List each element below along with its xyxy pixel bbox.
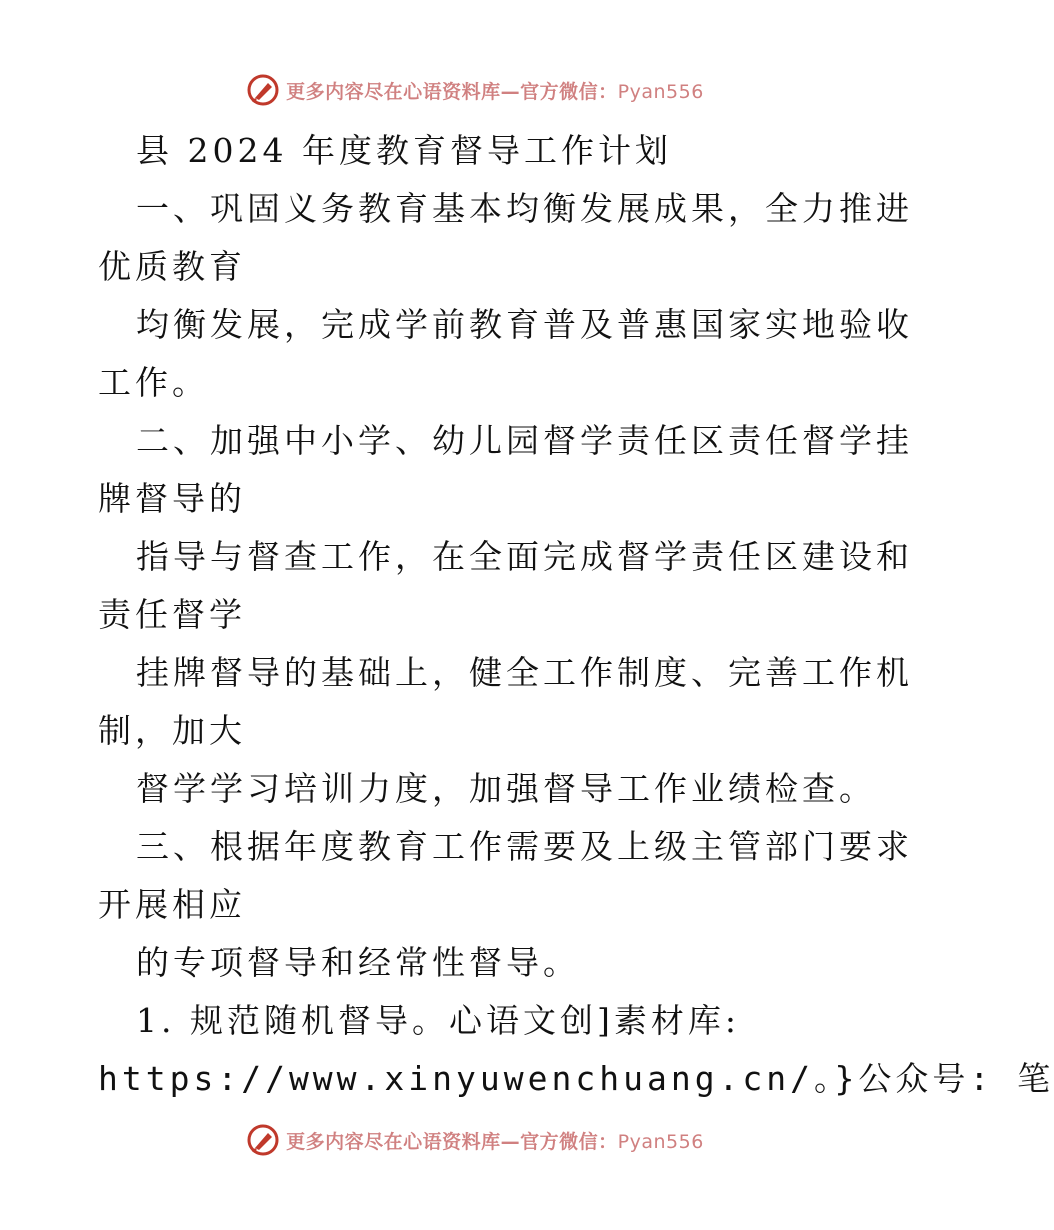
text-line: 1. 规范随机督导。心语文创]素材库: (136, 1001, 740, 1040)
text-line: 的专项督导和经常性督导。 (136, 943, 580, 982)
text-line: 工作。 (98, 363, 209, 402)
banner-slogan: 更多内容尽在心语资料库—官方微信： (286, 80, 618, 103)
text-line: 指导与督查工作，在全面完成督学责任区建设和 (136, 537, 913, 576)
pen-logo-icon (246, 1123, 280, 1157)
document-body (98, 122, 1054, 1108)
text-line: 一、巩固义务教育基本均衡发展成果，全力推进 (136, 189, 913, 228)
banner-text (286, 77, 704, 104)
banner-text (286, 1127, 704, 1154)
text-line: 牌督导的 (98, 479, 246, 518)
banner-account: Pyan556 (617, 80, 704, 103)
url-line: https://www.xinyuwenchuang.cn/。}公众号: 笔 (98, 1059, 1054, 1098)
pen-logo-icon (246, 73, 280, 107)
text-line: 挂牌督导的基础上，健全工作制度、完善工作机 (136, 653, 913, 692)
document-title: 县 2024 年度教育督导工作计划 (136, 131, 672, 170)
text-line: 督学学习培训力度，加强督导工作业绩检查。 (136, 769, 876, 808)
text-line: 责任督学 (98, 595, 246, 634)
text-line: 二、加强中小学、幼儿园督学责任区责任督学挂 (136, 421, 913, 460)
text-line: 制，加大 (98, 711, 246, 750)
text-line: 优质教育 (98, 247, 246, 286)
text-line: 开展相应 (98, 885, 246, 924)
text-line: 三、根据年度教育工作需要及上级主管部门要求 (136, 827, 913, 866)
footer-banner (0, 1120, 950, 1160)
banner-account: Pyan556 (617, 1130, 704, 1153)
header-banner (0, 70, 950, 110)
banner-slogan: 更多内容尽在心语资料库—官方微信： (286, 1130, 618, 1153)
text-line: 均衡发展，完成学前教育普及普惠国家实地验收 (136, 305, 913, 344)
